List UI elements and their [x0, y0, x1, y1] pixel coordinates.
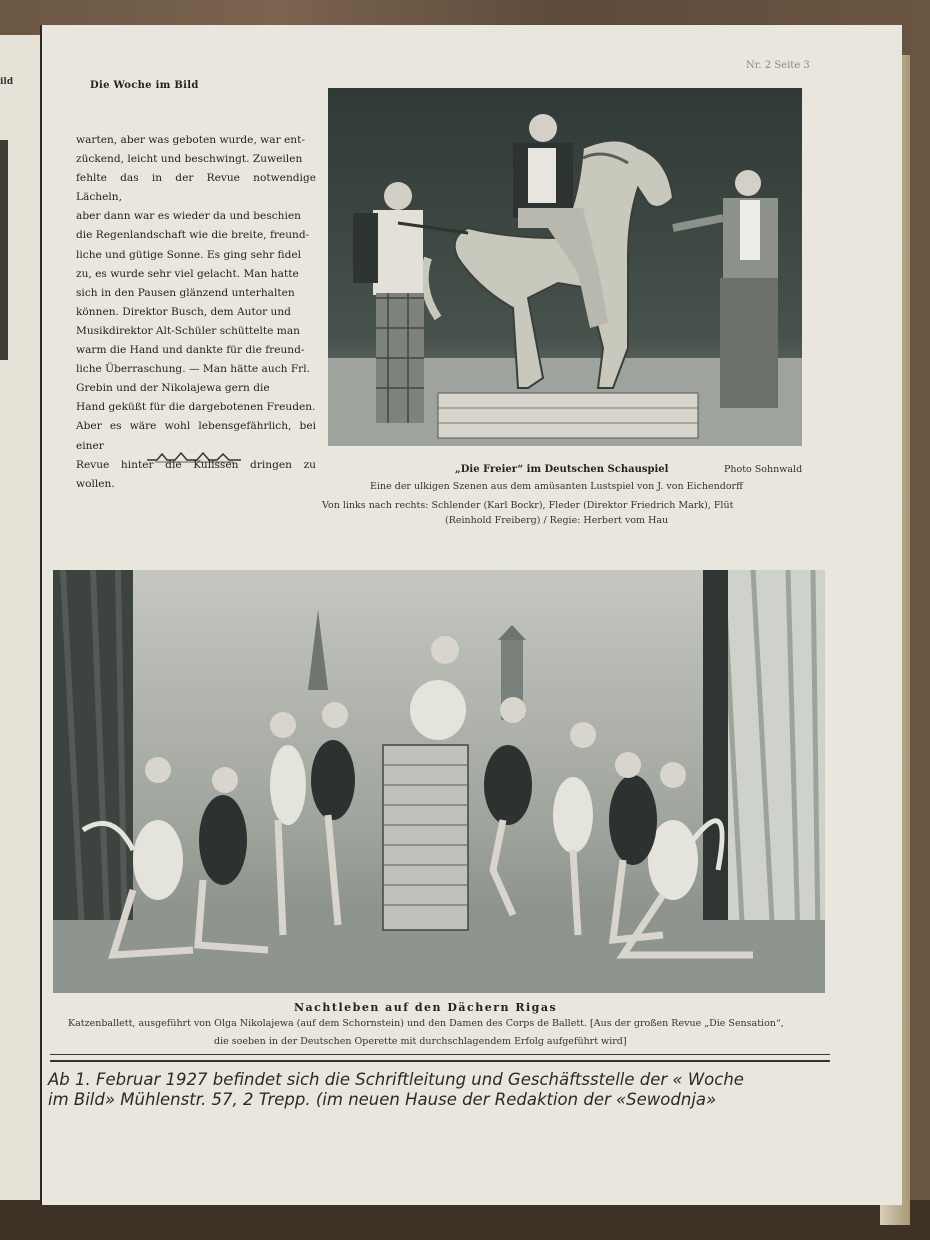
- photo1-cast-line: (Reinhold Freiberg) / Regie: Herbert vom Hau: [445, 515, 669, 526]
- photo-cat-ballet-scene: [53, 570, 825, 993]
- article-line: Aber es wäre wohl lebensgefährlich, bei einer: [76, 420, 316, 452]
- article-line: warten, aber was geboten wurde, war ent-: [76, 134, 305, 146]
- article-line: zu, es wurde sehr viel gelacht. Man hatte: [76, 267, 299, 280]
- article-line: aber dann war es wieder da und beschien: [76, 210, 301, 223]
- divider-rule: [50, 1054, 830, 1055]
- photo2-title: Nachtleben auf den Dächern Rigas: [294, 1001, 558, 1014]
- article-line: warm die Hand und dankte für die freund-: [76, 344, 305, 357]
- decorative-ornament: [145, 450, 243, 464]
- article-line: können. Direktor Busch, dem Autor und: [76, 305, 291, 318]
- article-line: sich in den Pausen glänzend unterhalten: [76, 286, 295, 299]
- photo-stage-scene: [328, 88, 802, 446]
- article-line: fehlte das in der Revue notwendige Lächeln,: [76, 172, 316, 204]
- article-line: Hand geküßt für die dargebotenen Freuden.: [76, 401, 316, 414]
- article-line: liche Überraschung. — Man hätte auch Frl.: [76, 363, 310, 376]
- editorial-notice: [48, 1070, 838, 1110]
- previous-page-photo-strip: [0, 140, 8, 360]
- photo1-subtitle: Eine der ulkigen Szenen aus dem amüsanten Lustspiel von J. von Eichendorff: [370, 481, 743, 492]
- article-line: die Regenlandschaft wie die breite, freund-: [76, 229, 310, 242]
- stage-photo-cat-ballet: [53, 570, 825, 993]
- photo1-credit: Photo Sohnwald: [724, 464, 803, 475]
- running-title: Die Woche im Bild: [90, 80, 199, 91]
- article-line: Revue hinter die Kulissen dringen zu wollen.: [76, 458, 316, 490]
- previous-page-edge: [0, 35, 41, 1200]
- previous-page-header: ild: [0, 77, 14, 87]
- stage-photo-die-freier: [328, 88, 802, 446]
- article-line: Grebin und der Nikolajewa gern die: [76, 382, 270, 395]
- notice-line: Ab 1. Februar 1927 befindet sich die Schriftleitung und Geschäftsstelle der « Woche: [48, 1070, 744, 1089]
- article-column: [76, 131, 316, 494]
- divider-rule: [50, 1060, 830, 1062]
- notice-line: im Bild» Mühlenstr. 57, 2 Trepp. (im neuen Hause der Redaktion der «Sewodnja»: [48, 1090, 717, 1109]
- article-line: Musikdirektor Alt-Schüler schüttelte man: [76, 324, 300, 337]
- article-line: liche und gütige Sonne. Es ging sehr fidel: [76, 248, 302, 261]
- photo1-title: „Die Freier“ im Deutschen Schauspiel: [455, 464, 669, 475]
- photo1-cast-line: Von links nach rechts: Schlender (Karl Bockr), Fleder (Direktor Friedrich Mark), Flüt: [322, 500, 734, 511]
- article-line: zückend, leicht und beschwingt. Zuweilen: [76, 153, 303, 166]
- photo2-caption-line: die soeben in der Deutschen Operette mit durchschlagendem Erfolg aufgeführt wird]: [214, 1036, 627, 1047]
- photo2-caption-line: Katzenballett, ausgeführt von Olga Nikolajewa (auf dem Schornstein) und den Damen des Corps de Ballett. [Aus der großen Revue „Die Sensation“,: [68, 1018, 784, 1029]
- page-number: Nr. 2 Seite 3: [746, 60, 810, 71]
- bottom-shadow: [0, 1200, 930, 1240]
